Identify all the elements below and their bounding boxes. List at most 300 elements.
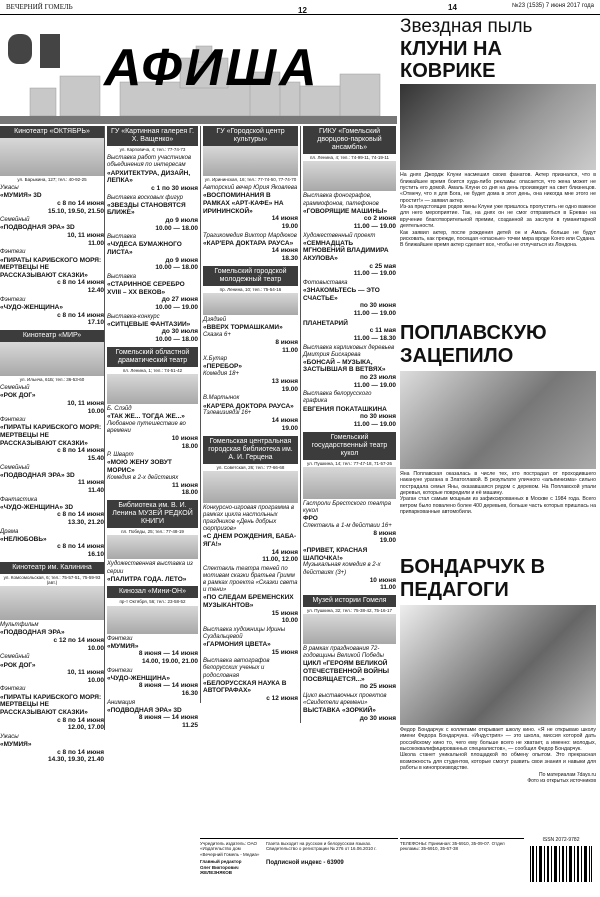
event-item <box>203 627 298 656</box>
event-item <box>303 193 396 230</box>
event-genre: Гастроли Брестского театра кукол <box>303 500 391 515</box>
venue-photo <box>107 374 198 404</box>
event-item <box>107 234 198 272</box>
event-genre: Выставка <box>107 234 136 241</box>
event-time: 8 июня <box>373 529 396 537</box>
event-title: «ЗВЕЗДЫ СТАНОВЯТСЯ БЛИЖЕ» <box>107 201 186 217</box>
issn: ISSN 2072-9782 <box>542 837 580 843</box>
venue-name: Кинотеатр «ОКТЯБРЬ» <box>0 126 104 138</box>
event-time: с 8 по 14 июня <box>57 279 104 287</box>
poplavskaya-photo <box>400 371 596 469</box>
event-list <box>0 622 104 764</box>
event-title: «ГАРМОНИЯ ЦВЕТА» <box>203 641 271 649</box>
event-item <box>0 185 104 215</box>
event-note: Комедия в 2-х действиях <box>107 474 179 481</box>
event-title: «ПОДВОДНАЯ ЭРА» <box>0 629 65 637</box>
venue-photo <box>203 293 298 315</box>
event-time: 10.00 — 18.00 <box>155 224 198 232</box>
event-item <box>0 217 104 247</box>
event-title: «ПОДВОДНАЯ ЭРА» 3D <box>0 224 75 232</box>
editor-label: Главный редактор <box>200 859 242 865</box>
event-item <box>107 195 198 233</box>
event-item <box>107 314 198 344</box>
event-title: «ПИРАТЫ КАРИБСКОГО МОРЯ: МЕРТВЕЦЫ НЕ РАССКАЗЫВАЮТ СКАЗКИ» <box>0 693 102 716</box>
barcode <box>528 838 594 892</box>
event-title: «ПИРАТЫ КАРИБСКОГО МОРЯ: МЕРТВЕЦЫ НЕ РАССКАЗЫВАЮТ СКАЗКИ» <box>0 424 102 447</box>
event-title: «РОК ДОГ» <box>0 661 36 669</box>
event-item <box>203 566 298 625</box>
venue-address: пр. Ленина, 10; тел.: 75-54-16 <box>219 286 282 292</box>
event-time: 12.00, 17.00 <box>67 724 104 732</box>
article-text: Как заявил актер, после рождения детей он и Амаль больше не будут рисковать, как прежде, посещая «опасные» точки мира вроде Конго или Судана. <box>400 229 596 242</box>
event-time: 8 июня — 14 июня <box>138 650 198 658</box>
venue-photo <box>107 606 198 634</box>
footer-imprint <box>200 838 398 875</box>
event-time: 13.30, 21.20 <box>67 519 104 527</box>
event-time: 10, 11 июня <box>67 399 104 407</box>
event-genre: Б. Слэйд <box>107 406 132 413</box>
event-time: 19.00 <box>281 223 298 231</box>
venue-name: ГУ «Картинная галерея Г. Х. Ващенко» <box>107 126 198 146</box>
event-note: Комедия 18+ <box>203 371 239 378</box>
event-time: 11.00, 12.00 <box>262 556 298 564</box>
event-time: до 30 июля <box>161 328 198 336</box>
venue-photo <box>203 146 298 176</box>
event-item <box>0 297 104 327</box>
event-time: с 8 по 14 июня <box>57 200 104 208</box>
event-title: «НЕЛЮБОВЬ» <box>0 535 47 543</box>
event-time: 10, 11 июня <box>67 669 104 677</box>
event-genre: Авторский вечер Юрия Яковлева <box>203 185 298 192</box>
event-genre: Фантастика <box>0 496 38 503</box>
page-number-left: 12 <box>298 6 307 15</box>
event-time: 11.00 — 19.00 <box>353 222 396 230</box>
article-title: БОНДАРЧУК В ПЕДАГОГИ <box>400 556 546 601</box>
event-genre: Дзядзей <box>203 317 227 324</box>
event-genre: Выставка художницы Ирины Суздальцевой <box>203 626 286 640</box>
column-culture <box>200 126 300 703</box>
issue-info: №23 (1535) 7 июня 2017 года <box>512 3 594 9</box>
event-note: Спектакль в 1-м действии 16+ <box>303 522 392 529</box>
event-list <box>303 646 396 722</box>
event-title: «ПОДВОДНАЯ ЭРА» 3D <box>107 706 182 714</box>
bondarchuk-photo <box>400 605 596 725</box>
event-time: 15 июня <box>271 648 298 656</box>
event-genre: Семейный <box>0 385 30 392</box>
event-item <box>0 686 104 731</box>
venue-address: пл. Ленина, 4; тел.: 74-99-11, 74-19-11 <box>309 155 390 161</box>
event-title: «ПЕРЕБОР» <box>203 363 242 371</box>
event-time: 11.40 <box>88 486 104 494</box>
event-time: с 11 мая <box>369 327 396 335</box>
event-title: «ПОДВОДНАЯ ЭРА» 3D <box>0 471 75 479</box>
event-genre: Семейный <box>0 464 30 471</box>
venue-name: Музей истории Гомеля <box>303 595 396 607</box>
event-item <box>0 249 104 294</box>
venue-address: пл. Победы, 25; тел.: 77-48-19 <box>121 529 184 535</box>
footer-phones: ТЕЛЕФОНЫ: Приемная: 35-6910, 35-09-07. Отдел рекламы: 35-6910, 35-67-38 <box>400 838 524 852</box>
event-time: 11 июня <box>78 479 104 487</box>
event-time: с 12 июня <box>266 694 298 702</box>
event-time: с 8 по 14 июня <box>57 543 104 551</box>
venue-photo <box>0 342 104 376</box>
event-genre: Фэнтези <box>0 417 26 424</box>
event-genre: Выставка работ участников объединения по интересам <box>107 155 192 169</box>
event-title: «МУМИЯ» 3D <box>0 192 42 200</box>
event-title: «ВОСПОМИНАНИЯ В РАМКАХ «АРТ-КАФЕ» НА ИРИНИНСКОЙ» <box>203 192 284 215</box>
event-list <box>0 185 104 327</box>
event-time: 15.10, 19.50, 21.50 <box>47 207 104 215</box>
article-text: Ураган стал самым мощным из зафиксированных в Москве с 1984 года. Всего ветром было повалено более 400 деревьев, больше часть которых пришлась на припаркованные автомобили. <box>400 496 596 516</box>
event-genre: Выставка белорусского графика <box>303 391 372 405</box>
event-item <box>107 406 198 450</box>
event-genre: Драма <box>0 528 19 535</box>
subscription-index: Подписной индекс - 63909 <box>266 859 344 866</box>
event-item <box>203 185 298 230</box>
event-item <box>0 654 104 684</box>
event-title: «ВВЕРХ ТОРМАШКАМИ» <box>203 324 283 332</box>
venue-name: Гомельский областной драматический театр <box>107 347 198 367</box>
event-genre: Художественная выставка из серии <box>107 561 193 575</box>
event-list <box>0 385 104 559</box>
event-time: 14 июня <box>271 548 298 556</box>
event-time: 10.00 <box>87 676 104 684</box>
event-genre: Фэнтези <box>0 686 26 693</box>
event-time: 18.00 <box>181 489 198 497</box>
event-item <box>0 497 104 527</box>
event-time: с 8 по 14 июня <box>57 748 104 756</box>
clooney-photo <box>400 84 596 170</box>
venue-address: ул. Барыкина, 127; тел.: 40-92-25 <box>17 177 87 183</box>
event-genre: В рамках празднования 72-годовщины Великой Победы <box>303 646 384 660</box>
source-credit: По материалам 7days.ru <box>539 772 596 779</box>
event-time: 8 июня — 14 июня <box>138 682 198 690</box>
event-time: со 2 июня <box>363 215 396 223</box>
event-genre: Фотовыставка <box>303 279 348 286</box>
event-title: «ЧУДО-ЖЕНЩИНА» <box>107 674 170 682</box>
venue-name: Гомельская центральная городская библиотека им. А. И. Герцена <box>203 436 298 464</box>
event-title: «ПИРАТЫ КАРИБСКОГО МОРЯ: МЕРТВЕЦЫ НЕ РАССКАЗЫВАЮТ СКАЗКИ» <box>0 256 102 279</box>
event-time: 19.00 <box>281 385 298 393</box>
event-time: 14 июня <box>271 417 298 425</box>
event-time: 11.00 — 19.00 <box>353 420 396 428</box>
event-genre: Цикл выставочных проектов «Свидетели времени» <box>303 693 387 707</box>
event-item <box>303 693 396 722</box>
event-genre: В.Мартынок <box>203 395 240 402</box>
event-genre: Мультфильм <box>0 622 39 629</box>
event-time: с 25 мая <box>369 262 396 270</box>
event-genre: Выставка <box>107 273 136 280</box>
event-time: с 8 по 14 июня <box>57 716 104 724</box>
event-time: 19.00 <box>281 424 298 432</box>
event-time: 10 июня <box>171 434 198 442</box>
event-title: ЦИКЛ «ГЕРОЯМ ВЕЛИКОЙ ОТЕЧЕСТВЕННОЙ ВОЙНЫ ПОСВЯЩАЕТСЯ...» <box>303 660 390 683</box>
event-genre: Выставка восковых фигур <box>107 194 184 201</box>
event-time: 19.00 <box>379 537 396 545</box>
article-text: Федор Бондарчук с коллегами открывает школу кино. «Я не открываю школу имени Федора Бондарчука. «Индустрия» — это школа, миссия которой дать российскому кино то, чего ему больше всего не хватает, а именно: молодых, высококвалифицированных специалистов», — сообщил Федор Бондарчук. <box>400 727 596 753</box>
event-item <box>203 395 298 432</box>
event-title: «ПРИВЕТ, КРАСНАЯ ШАПОЧКА!» <box>303 547 368 562</box>
event-genre: Фэнтези <box>107 667 133 674</box>
event-time: до 30 июня <box>359 714 396 722</box>
event-time: 16.30 <box>181 690 198 698</box>
event-note: Любовное путешествие во времени <box>107 420 186 434</box>
event-title: ВЫСТАВКА «ЗОРКИЙ» <box>303 707 376 715</box>
event-title: «МУМИЯ» <box>0 740 32 748</box>
event-time: 18.30 <box>281 255 298 263</box>
event-genre: Семейный <box>0 217 30 224</box>
event-genre: Выставка карликовых деревьев Дмитрия Бискарева <box>303 344 395 358</box>
event-title: «БЕЛОРУССКАЯ НАУКА В АВТОГРАФАХ» <box>203 679 287 695</box>
event-item <box>107 668 198 698</box>
venue-name: Кинозал «Мини-ОН» <box>107 586 198 598</box>
event-time: 11.25 <box>182 722 198 730</box>
event-genre: Семейный <box>0 654 30 661</box>
venue-photo <box>303 467 396 499</box>
paper-name: ВЕЧЕРНИЙ ГОМЕЛЬ <box>6 3 73 11</box>
event-time: по 30 июня <box>359 302 396 310</box>
event-item <box>107 700 198 730</box>
event-time: 16.10 <box>87 551 104 559</box>
venue-address: ул. Пушкина, 32; тел.: 75-38-42, 75-16-17 <box>306 607 393 613</box>
event-title: «ПАЛИТРА ГОДА. ЛЕТО» <box>107 575 187 583</box>
event-time: по 30 июня <box>359 413 396 421</box>
event-title: ФРО <box>303 515 318 523</box>
event-time: 11.00 <box>88 239 104 247</box>
event-time: 13 июня <box>271 378 298 386</box>
event-time: 11 июня <box>172 481 198 489</box>
event-time: с 8 по 14 июня <box>57 447 104 455</box>
article-text: На днях Джордж Клуни насмешил своих фанатов. Актер признался, что в ближайшее время боится худа-либо рекламы: опасается, что жена может не пустить его домой. Амаль Клуни со дня на день произведет на свет близнецов. «Отмечу, что я для Бога, не будет дома в этот день, она никогда мне этого не простит!» — заявил актер. <box>400 172 596 204</box>
event-time: 10.00 — 18.00 <box>155 336 198 344</box>
venue-name: Кинотеатр им. Калинина <box>0 562 104 574</box>
event-note: Сказка 6+ <box>203 331 231 338</box>
event-item <box>107 636 198 666</box>
event-time: до 9 июля <box>165 216 198 224</box>
event-title: «ГОВОРЯЩИЕ МАШИНЫ» <box>303 207 388 215</box>
event-title: «ЧУДО-ЖЕНЩИНА» 3D <box>0 503 74 511</box>
column-museums <box>300 126 398 723</box>
article-poplavskaya <box>400 322 596 515</box>
event-time: по 23 июля <box>359 374 396 382</box>
venue-photo <box>303 614 396 644</box>
event-title: «СИТЦЕВЫЕ ФАНТАЗИИ» <box>107 320 191 328</box>
event-title: «С ДНЕМ РОЖДЕНИЯ, БАБА-ЯГА!» <box>203 533 297 548</box>
event-list <box>203 317 298 432</box>
venue-photo <box>203 471 298 503</box>
event-time: до 9 июня <box>165 256 198 264</box>
event-item <box>203 505 298 564</box>
article-clooney <box>400 16 596 249</box>
event-item <box>0 734 104 764</box>
event-title: «МОЮ ЖЕНУ ЗОВУТ МОРИС» <box>107 459 172 474</box>
article-text: Из-за предстоящих родов жены Клуни уже пришлось пропустить не одно важное для него мероприятие. Так, на днях он не смог отправиться в Ереван на вручение благотворительной премии, созданной за заслуги в гуманитарной деятельности. <box>400 204 596 230</box>
event-genre: Х.Бутар <box>203 356 228 363</box>
event-genre: Конкурсно-игровая программа в рамках цикла настольных праздников «День добрых сюрпризов» <box>203 505 295 533</box>
event-time: 17.10 <box>87 319 104 327</box>
event-genre: Фэнтези <box>107 635 133 642</box>
header-divider <box>0 14 600 15</box>
article-title: ПОПЛАВСКУЮ ЗАЦЕПИЛО <box>400 322 547 367</box>
event-list <box>203 505 298 703</box>
article-title: КЛУНИ НА КОВРИКЕ <box>400 38 502 83</box>
venue-photo <box>0 138 104 176</box>
event-title: «БОНСАЙ – МУЗЫКА, ЗАСТЫВШАЯ В ВЕТВЯХ» <box>303 358 386 374</box>
event-item <box>107 561 198 583</box>
event-time: 15 июня <box>271 609 298 617</box>
event-genre: Ужасы <box>0 185 19 192</box>
event-item <box>303 280 396 318</box>
venue-address: ул. Карповича, 4; тел.: 77-74-73 <box>119 147 186 153</box>
event-item <box>303 646 396 691</box>
event-title: «СЕМНАДЦАТЬ МГНОВЕНИЙ ВЛАДИМИРА АКУЛОВА» <box>303 239 389 262</box>
event-item <box>303 233 396 278</box>
event-title: «СТАРИННОЕ СЕРЕБРО XVIII – XX ВЕКОВ» <box>107 281 185 296</box>
event-list <box>303 193 396 428</box>
event-list <box>107 561 198 583</box>
event-time: 11.00 — 19.00 <box>353 270 396 278</box>
photo-credit: Фото из открытых источников <box>527 778 596 785</box>
article-text: Школа станет уникальной площадкой по обмену опытом. Это прекрасная возможность для студентов, которые смогут развить свои знания и навыки для работы в кинопроизводстве. <box>400 752 596 772</box>
article-text: В ближайшее время актер сделает все, чтобы не отлучаться из Лондона. <box>400 242 578 249</box>
event-title: «АРХИТЕКТУРА, ДИЗАЙН, ЛЕПКА» <box>107 169 191 185</box>
venue-name: ГУ «Городской центр культуры» <box>203 126 298 146</box>
event-time: 10.00 — 19.00 <box>155 303 198 311</box>
event-title: «ЧУДО-ЖЕНЩИНА» <box>0 303 63 311</box>
event-list <box>107 406 198 497</box>
barcode-icon <box>528 844 594 888</box>
event-title: «ТАК ЖЕ... ТОГДА ЖЕ...» <box>107 413 185 421</box>
venue-address: ул. Комсомольская, 6; тел.: 75-57-51, 75-59-93 (авт.) <box>3 574 101 586</box>
event-title: «ЗНАКОМЬТЕСЬ — ЭТО СЧАСТЬЕ» <box>303 287 380 302</box>
event-item <box>303 547 396 592</box>
event-genre: Выставка фонографов, граммофонов, патефонов <box>303 193 379 207</box>
event-item <box>203 233 298 263</box>
event-time: с 8 по 14 июня <box>57 311 104 319</box>
venue-name: Гомельский городской молодежный театр <box>203 266 298 286</box>
page-number-right: 14 <box>448 3 457 12</box>
event-genre: Спектакль театра теней по мотивам сказки братьев Гримм в рамках проекта «Сказки света и тени» <box>203 565 298 594</box>
event-item <box>0 417 104 462</box>
event-time: 11.00 <box>282 346 298 354</box>
column-cinemas-1 <box>0 126 104 764</box>
event-genre: Фэнтези <box>0 249 26 256</box>
event-item <box>303 391 396 428</box>
event-time: 10.00 — 18.00 <box>155 264 198 272</box>
column-galleries <box>104 126 200 730</box>
event-title: «КАР'ЕРА ДОКТОРА РАУСА» <box>203 402 294 410</box>
event-item <box>0 529 104 559</box>
event-note: Тэлевизиядзi 16+ <box>203 410 252 417</box>
venue-name: Кинотеатр «МИР» <box>0 330 104 342</box>
event-title: ЕВГЕНИЯ ПОКАТАШКИНА <box>303 405 387 413</box>
event-genre: Р. Шварт <box>107 452 134 459</box>
event-list <box>303 501 396 592</box>
event-item <box>107 274 198 312</box>
event-time: 11.00 <box>380 584 396 592</box>
event-item <box>303 320 396 343</box>
event-item <box>0 385 104 415</box>
event-list <box>107 155 198 343</box>
event-item <box>0 465 104 495</box>
event-time: 8 июня <box>275 339 298 346</box>
event-time: 10.00 <box>281 617 298 625</box>
event-item <box>107 452 198 497</box>
event-item <box>0 622 104 652</box>
event-time: 11.00 — 19.00 <box>353 309 396 317</box>
venue-name: ГИКУ «Гомельский дворцово-парковый ансамбль» <box>303 126 396 154</box>
event-time: 15.40 <box>87 454 104 462</box>
article-kicker: Звездная пыль <box>400 16 533 37</box>
afisha-title: АФИША <box>104 39 320 97</box>
event-genre: Выставка автографов белорусских ученых и родословная <box>203 658 270 679</box>
editor-name: Олег Викторович ЖЕЛЕЗНЯКОВ <box>200 864 239 875</box>
event-time: 10 июня <box>369 576 396 584</box>
event-genre: Ужасы <box>0 733 19 740</box>
event-time: с 12 по 14 июня <box>53 637 104 645</box>
venue-address: ул. Ильича, 61Б; тел.: 36-53-60 <box>19 376 85 382</box>
article-bondarchuk <box>400 556 596 785</box>
venue-address: пр-т Октября, 56; тел.: 23-58-52 <box>119 599 186 605</box>
event-time: 14 июня <box>271 247 298 255</box>
event-item <box>303 501 396 545</box>
venue-name: Гомельский государственный театр кукол <box>303 432 396 460</box>
event-title: «МУМИЯ» <box>107 642 139 650</box>
event-item <box>303 345 396 390</box>
venue-photo <box>0 586 104 620</box>
event-time: по 25 июня <box>359 683 396 691</box>
event-genre: Фэнтези <box>0 296 26 303</box>
event-genre: Трагикомедия Виктор Мардюков <box>203 232 297 239</box>
registration-info: Газета выходит на русском и белорусском языках. Свидетельство о регистрации № 276 от 16.06.2010 г. <box>266 841 377 852</box>
event-list <box>203 185 298 262</box>
event-time: 14.30, 19.30, 21.40 <box>47 756 104 764</box>
founder: Учредитель издатель: ОАО «Издательство дом «Вечерний Гомель - Медиа» <box>200 841 260 857</box>
event-list <box>107 636 198 730</box>
event-item <box>203 658 298 702</box>
event-time: до 27 июня <box>161 296 198 304</box>
event-genre: Художественный проект <box>303 232 376 239</box>
event-genre: Анимация <box>107 699 136 706</box>
venue-name: Библиотека им. В. И. Ленина МУЗЕЙ РЕДКОЙ КНИГИ <box>107 500 198 528</box>
venue-photo <box>107 535 198 559</box>
article-text: Яна Поплавская оказалась в числе тех, кто пострадал от проходившего накануне урагана в Златоглавой. В результате уличного «альпинизма» сильно пострадала семья Яны, оказавшаяся рядом с деревом. На Поплавской упали деревья, которые повредили и её машину. <box>400 471 596 497</box>
event-time: с 8 по 14 июня <box>57 511 104 519</box>
event-title: «КАР'ЕРА ДОКТАРА РАУСА» <box>203 239 294 247</box>
venue-address: ул. Пушкина, 14; тел.: 77-47-18, 71-57-26 <box>306 460 393 466</box>
event-genre: Выставка-конкурс <box>107 313 160 320</box>
event-time: 8 июня — 14 июня <box>138 714 198 722</box>
event-time: 12.40 <box>87 287 104 295</box>
venue-address: пл. Ленина, 1; тел.: 74-51-42 <box>122 367 183 373</box>
event-item <box>107 155 198 192</box>
venue-photo <box>303 161 396 191</box>
event-time: 14.00, 19.00, 21.00 <box>141 658 198 666</box>
venue-address: ул. Ирининская, 16; тел.: 77-74-50, 77-74-70 <box>204 177 297 183</box>
event-time: 11.00 — 19.00 <box>353 381 396 389</box>
event-title: ПЛАНЕТАРИЙ <box>303 319 348 327</box>
event-note: Музыкальная комедия в 2-х действиях (3+) <box>303 562 381 576</box>
event-title: «РОК ДОГ» <box>0 392 36 400</box>
event-title: «ПО СЛЕДАМ БРЕМЕНСКИХ МУЗЫКАНТОВ» <box>203 594 294 609</box>
event-time: с 1 по 30 июня <box>151 184 198 192</box>
venue-address: ул. Советская, 26; тел.: 77-66-68 <box>216 464 285 470</box>
event-time: 18.00 <box>181 442 198 450</box>
event-time: 14 июня <box>271 215 298 223</box>
event-time: 10.00 <box>87 644 104 652</box>
event-time: 11.00 — 18.30 <box>353 334 396 342</box>
event-time: 10, 11 июня <box>67 232 104 240</box>
